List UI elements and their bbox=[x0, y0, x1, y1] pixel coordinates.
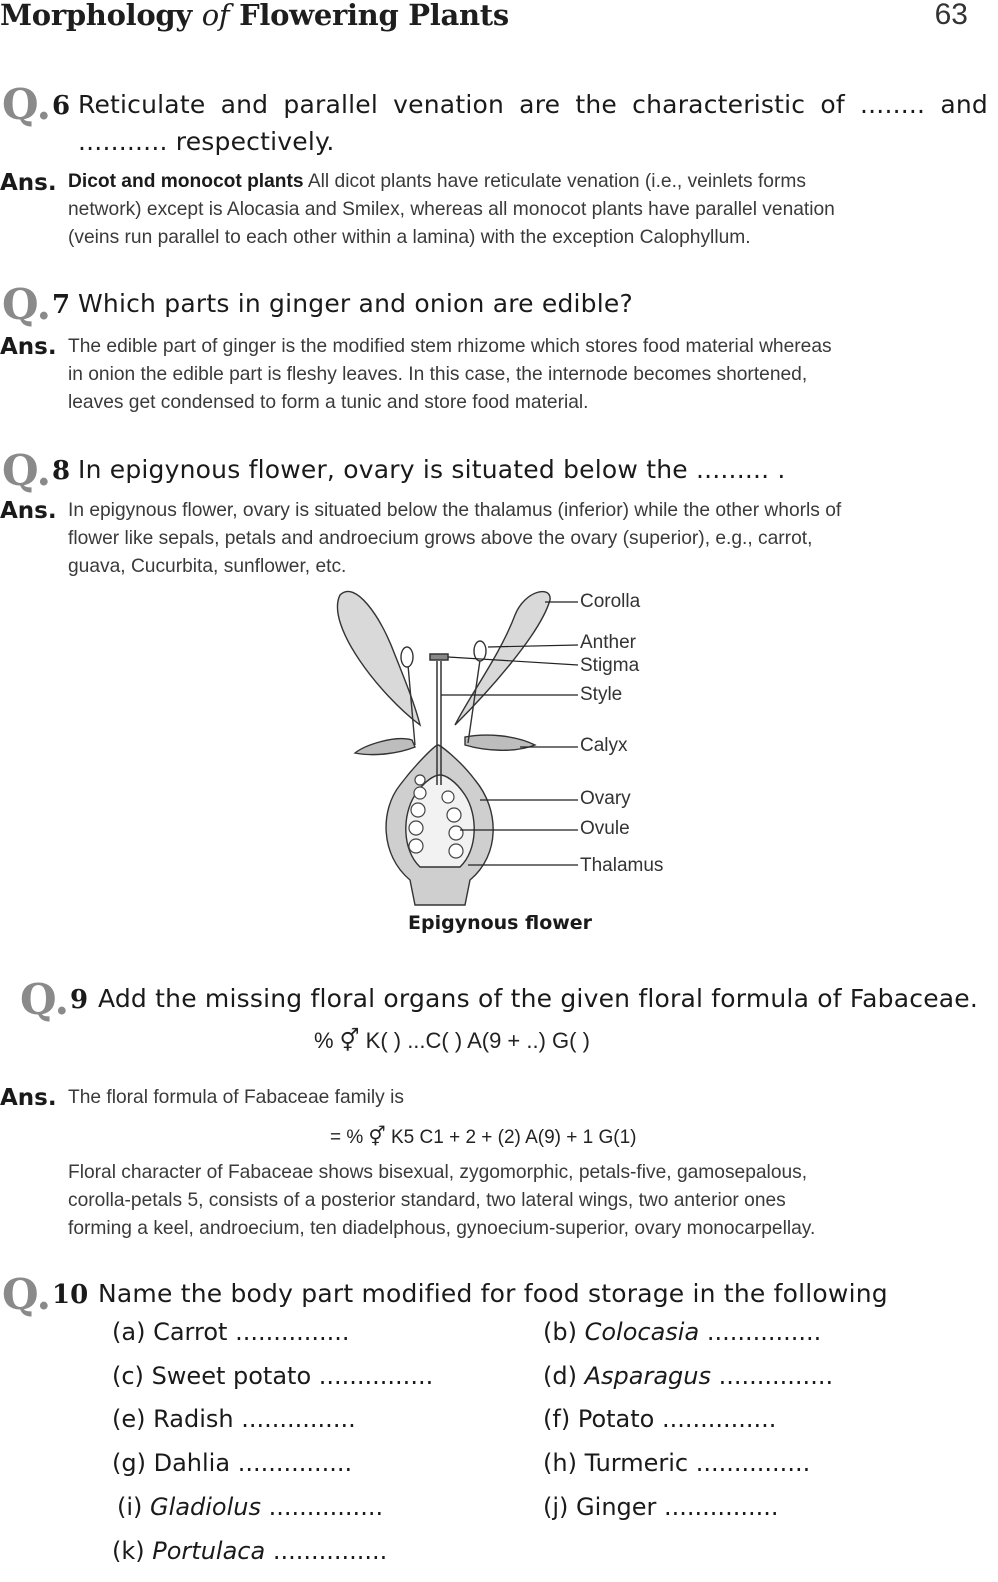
question-10-line-1: Name the body part modified for food storage in the following bbox=[98, 1279, 888, 1308]
label-style: Style bbox=[580, 684, 623, 705]
ovule bbox=[449, 826, 463, 840]
question-number-7: 7 bbox=[52, 290, 71, 320]
answer-7-line-2: in onion the edible part is fleshy leaves. In this case, the internode becomes shortened, bbox=[68, 364, 808, 385]
list-item-d: (d) Asparagus ............... bbox=[543, 1362, 834, 1390]
answer-8-line-3: guava, Cucurbita, sunflower, etc. bbox=[68, 556, 347, 577]
stigma bbox=[430, 654, 448, 660]
question-number-10: 10 bbox=[52, 1280, 89, 1310]
list-item-g: (g) Dahlia ............... bbox=[112, 1449, 353, 1477]
question-number-6: 6 bbox=[52, 91, 71, 121]
label-corolla: Corolla bbox=[580, 591, 641, 612]
question-8-line-1: In epigynous flower, ovary is situated below the ......... . bbox=[78, 455, 786, 484]
question-9-line-1: Add the missing floral organs of the given floral formula of Fabaceae. bbox=[98, 984, 979, 1013]
question-mark-9: Q. bbox=[20, 975, 70, 1024]
ovule bbox=[415, 775, 425, 785]
answer-7-line-3: leaves get condensed to form a tunic and store food material. bbox=[68, 392, 589, 413]
ovule bbox=[449, 844, 463, 858]
answer-7-line-1: The edible part of ginger is the modified stem rhizome which stores food material whereas bbox=[68, 336, 832, 357]
question-9-formula: % ⚥ K( ) ...C( ) A(9 + ..) G( ) bbox=[314, 1028, 590, 1053]
label-stigma: Stigma bbox=[580, 655, 640, 676]
right-sepal bbox=[465, 735, 535, 750]
ovule bbox=[442, 791, 454, 803]
ovule bbox=[409, 839, 423, 853]
figure-caption: Epigynous flower bbox=[408, 912, 593, 934]
answer-9-intro: The floral formula of Fabaceae family is bbox=[68, 1087, 404, 1108]
question-mark-7: Q. bbox=[2, 280, 52, 329]
list-item-a: (a) Carrot ............... bbox=[112, 1318, 350, 1346]
list-item-c: (c) Sweet potato ............... bbox=[112, 1362, 434, 1390]
answer-label-6: Ans. bbox=[0, 170, 57, 196]
left-sepal bbox=[355, 739, 415, 755]
answer-6-line-1: Dicot and monocot plants All dicot plants have reticulate venation (i.e., veinlets forms bbox=[68, 171, 806, 192]
question-number-8: 8 bbox=[52, 456, 71, 486]
anther bbox=[474, 641, 486, 661]
question-number-9: 9 bbox=[70, 985, 89, 1015]
ovule bbox=[414, 787, 426, 799]
list-item-e: (e) Radish ............... bbox=[112, 1405, 356, 1433]
question-mark-10: Q. bbox=[2, 1270, 52, 1319]
page-number: 63 bbox=[934, 0, 968, 31]
page-title: Morphology of Flowering Plants bbox=[0, 0, 509, 32]
answer-9-line-1: Floral character of Fabaceae shows bisexual, zygomorphic, petals-five, gamosepalous, bbox=[68, 1162, 808, 1183]
label-ovary: Ovary bbox=[580, 788, 631, 809]
answer-9-line-3: forming a keel, androecium, ten diadelphous, gynoecium-superior, ovary monocarpellay. bbox=[68, 1218, 816, 1239]
list-item-h: (h) Turmeric ............... bbox=[543, 1449, 811, 1477]
question-7-line-1: Which parts in ginger and onion are edible? bbox=[78, 289, 633, 318]
list-item-j: (j) Ginger ............... bbox=[543, 1493, 779, 1521]
list-item-b: (b) Colocasia ............... bbox=[543, 1318, 822, 1346]
list-item-f: (f) Potato ............... bbox=[543, 1405, 777, 1433]
answer-8-line-2: flower like sepals, petals and androecium grows above the ovary (superior), e.g., carrot, bbox=[68, 528, 813, 549]
list-item-k: (k) Portulaca ............... bbox=[112, 1537, 388, 1565]
answer-9-formula: = % ⚥ K5 C1 + 2 + (2) A(9) + 1 G(1) bbox=[330, 1127, 637, 1148]
label-thalamus: Thalamus bbox=[580, 855, 664, 876]
answer-6-line-2: network) except is Alocasia and Smilex, whereas all monocot plants have parallel venation bbox=[68, 199, 835, 220]
question-mark-6: Q. bbox=[2, 80, 52, 129]
question-6-line-2: ........... respectively. bbox=[78, 127, 335, 156]
ovule bbox=[409, 821, 423, 835]
question-mark-8: Q. bbox=[2, 446, 52, 495]
answer-label-7: Ans. bbox=[0, 334, 57, 360]
answer-6-line-3: (veins run parallel to each other within a lamina) with the exception Calophyllum. bbox=[68, 227, 751, 248]
question-6-line-1: Reticulate and parallel venation are the characteristic of ........ and bbox=[78, 90, 988, 119]
answer-9-line-2: corolla-petals 5, consists of a posterior standard, two lateral wings, two anterior ones bbox=[68, 1190, 786, 1211]
answer-label-9: Ans. bbox=[0, 1085, 57, 1111]
label-calyx: Calyx bbox=[580, 735, 628, 756]
answer-label-8: Ans. bbox=[0, 498, 57, 524]
label-ovule: Ovule bbox=[580, 818, 630, 839]
ovule bbox=[447, 808, 461, 822]
anther bbox=[401, 647, 413, 667]
answer-8-line-1: In epigynous flower, ovary is situated below the thalamus (inferior) while the other whorls of bbox=[68, 500, 842, 521]
list-item-i: (i) Gladiolus ............... bbox=[117, 1493, 384, 1521]
ovule bbox=[411, 803, 425, 817]
label-anther: Anther bbox=[580, 632, 636, 653]
